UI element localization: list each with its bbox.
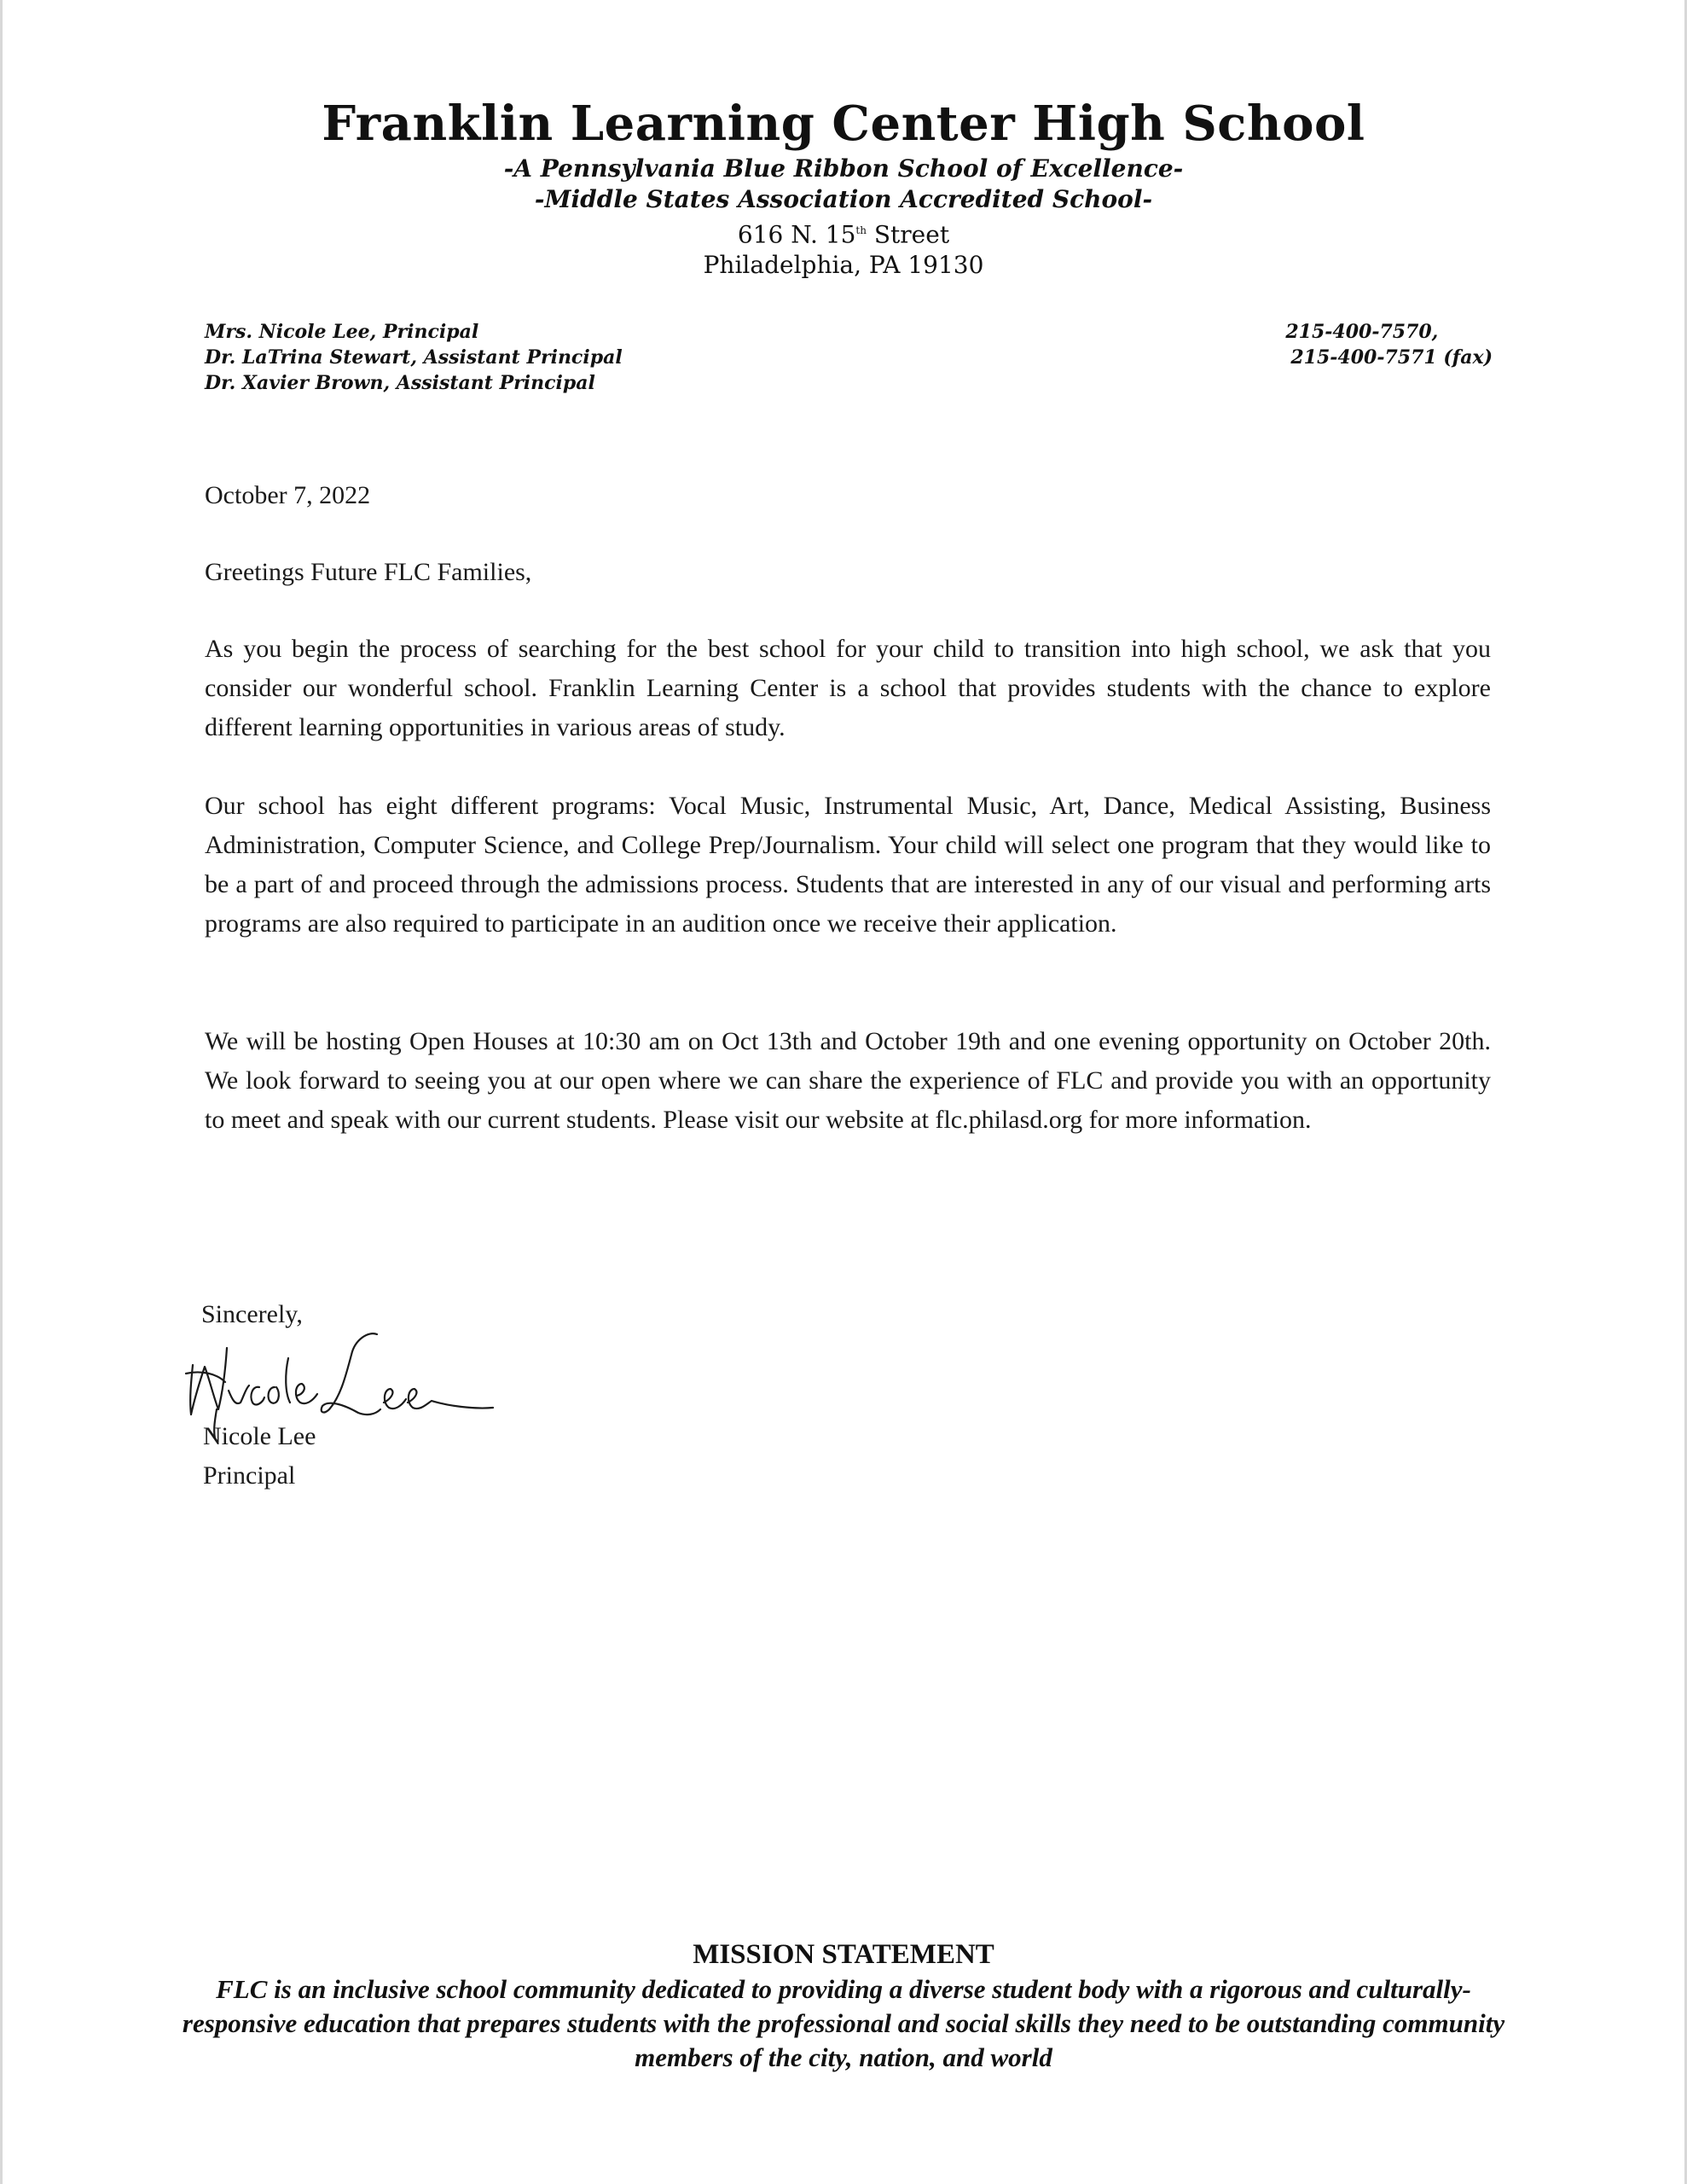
signer-name: Nicole Lee <box>203 1422 316 1450</box>
street-ordinal: th <box>855 224 867 236</box>
paragraph-intro: As you begin the process of searching for the best school for your child to transition into high school, we ask that you consider our wonderful school. Franklin Learning Center is a school that provides students with the chance to explore different learning opportunities in various areas of study. <box>205 635 1491 741</box>
scan-edge-left <box>0 0 3 2184</box>
signer-title: Principal <box>203 1461 296 1490</box>
city-line: Philadelphia, PA 19130 <box>703 251 984 280</box>
mission-text: FLC is an inclusive school community dedicated to providing a diverse student body with a rigorous and culturally-responsive education that prepares students with the professional and social skills they need to be outstanding community members of the city, nation, and world <box>182 1974 1505 2072</box>
tagline-accreditation: -Middle States Association Accredited School- <box>534 185 1153 213</box>
signature-text: Nicole Lee <box>176 1314 180 1315</box>
paragraph-open-houses: We will be hosting Open Houses at 10:30 am on Oct 13th and October 19th and one evening opportunity on October 20th. We look forward to seeing you at our open where we can share the experience of FLC and provide you with an opportunity to meet and speak with our current students. Please visit our website at flc.philasd.org for more information. <box>205 1027 1491 1134</box>
mission-statement <box>0 1937 1687 2075</box>
phone-number: 215-400-7570, <box>1285 321 1439 343</box>
contact-block <box>1285 319 1493 370</box>
street-word: Street <box>866 220 950 249</box>
admin-principal: Mrs. Nicole Lee, Principal <box>205 321 479 343</box>
school-name: Franklin Learning Center High School <box>322 96 1365 152</box>
paragraph-programs: Our school has eight different programs: Vocal Music, Instrumental Music, Art, Dance, Medical Assisting, Business Administration, Computer Science, and College Prep/Journalism. Your child will select one program that they would like to be a part of and proceed through the admissions process. Students that are interested in any of our visual and performing arts programs are also required to participate in an audition once we receive their application. <box>205 792 1491 938</box>
letter-date: October 7, 2022 <box>205 481 371 509</box>
fax-number: 215-400-7571 (fax) <box>1290 346 1493 369</box>
mission-title: MISSION STATEMENT <box>693 1939 994 1970</box>
tagline-blue-ribbon: -A Pennsylvania Blue Ribbon School of Excellence- <box>503 154 1184 183</box>
closing: Sincerely, <box>201 1300 303 1328</box>
administration-list <box>205 319 623 396</box>
street-address <box>0 215 1687 250</box>
street-number: 616 N. 15 <box>737 220 856 249</box>
admin-assistant-principal-1: Dr. LaTrina Stewart, Assistant Principal <box>205 346 623 369</box>
admin-assistant-principal-2: Dr. Xavier Brown, Assistant Principal <box>205 372 595 394</box>
letterhead <box>0 94 1687 281</box>
salutation: Greetings Future FLC Families, <box>205 558 532 586</box>
